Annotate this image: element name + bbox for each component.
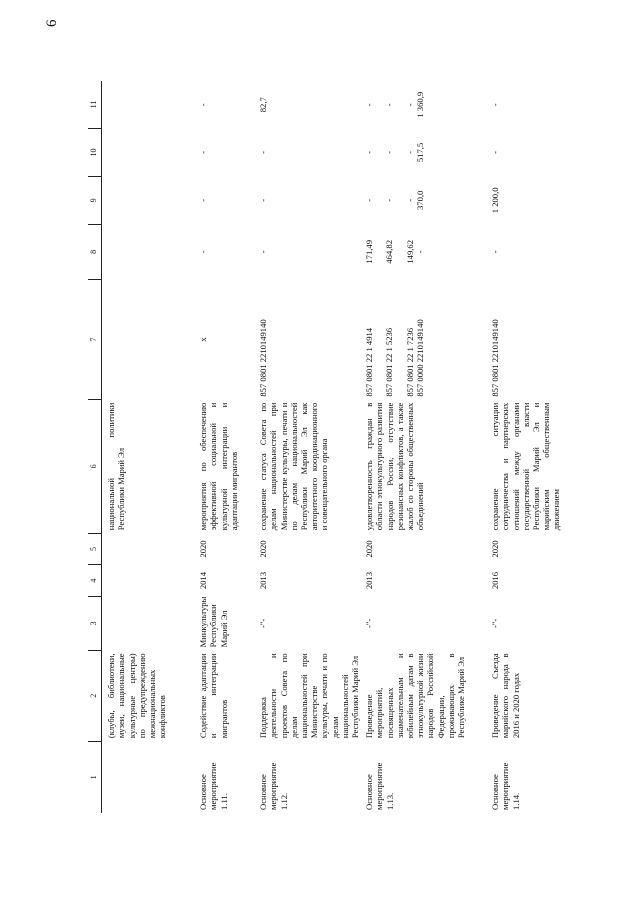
amount: - bbox=[404, 103, 415, 107]
cell-budget-code: x bbox=[198, 337, 209, 342]
cell-id: Основное мероприятие 1.13. bbox=[364, 762, 395, 810]
cell-col11: 82,7 bbox=[258, 97, 269, 113]
cell-executor: Минкультуры Республики Марий Эл bbox=[198, 596, 229, 648]
page-number: 6 bbox=[44, 19, 60, 27]
cell-col11: - bbox=[198, 103, 209, 107]
cell-name: Проведение мероприятий, посвященных знаменательным и юбилейным датам в этнокультурной жизни народов Российской Федерации, проживающих в Республике Марий Эл bbox=[364, 653, 467, 739]
cell-budget-codes bbox=[362, 279, 488, 399]
cell-end-year: 2020 bbox=[198, 540, 209, 558]
amount: - bbox=[404, 151, 415, 154]
cell-id bbox=[102, 741, 197, 813]
col-header-10: 10 bbox=[88, 128, 102, 176]
cell-empty bbox=[102, 596, 197, 650]
cell-start-year: 2013 bbox=[258, 571, 269, 590]
cell-empty bbox=[102, 533, 197, 565]
cell-id: Основное мероприятие 1.14. bbox=[490, 762, 521, 810]
amount: 464,82 bbox=[384, 240, 395, 264]
col-header-8: 8 bbox=[88, 224, 102, 279]
cell-name: Поддержка деятельности и проектов Совета по делам национальностей при Министерстве культуры, печати и по делам национальностей Республики Марий Эл bbox=[258, 653, 361, 739]
amount: 171,49 bbox=[364, 240, 375, 264]
cell-budget-code: 857 0801 2210149140 bbox=[258, 319, 269, 397]
amount: - bbox=[404, 198, 415, 202]
amount: - bbox=[384, 198, 395, 202]
budget-code: 857 0801 22 1 7236 bbox=[404, 327, 415, 397]
cell-result: сохранение ситуации сотрудничества и партнерских отношений между органами государственной власти Республики Марий Эл и марийским общественным движением bbox=[490, 402, 562, 531]
cell-executor: -"- bbox=[258, 618, 269, 629]
cell-empty bbox=[102, 224, 197, 279]
cell-col11 bbox=[362, 81, 488, 128]
cell-empty bbox=[102, 565, 197, 597]
cell-col8 bbox=[362, 224, 488, 279]
cell-start-year: 2013 bbox=[364, 571, 375, 590]
cell-id: Основное мероприятие 1.12. bbox=[258, 762, 289, 810]
cell-start-year: 2014 bbox=[198, 571, 209, 590]
table-row bbox=[488, 81, 572, 813]
cell-name: Проведение Съезда марийского народа в 2016 и 2020 годах bbox=[490, 653, 521, 739]
cell-empty bbox=[102, 279, 197, 399]
col-header-11: 11 bbox=[88, 81, 102, 128]
cell-col8: - bbox=[258, 250, 269, 254]
col-header-7: 7 bbox=[88, 279, 102, 399]
cell-id: Основное мероприятие 1.11. bbox=[198, 762, 229, 810]
cell-end-year: 2020 bbox=[258, 540, 269, 558]
cell-col8: - bbox=[490, 250, 501, 254]
budget-code: 857 0801 22 1 5236 bbox=[384, 327, 395, 397]
cell-empty bbox=[102, 176, 197, 224]
col-header-1: 1 bbox=[88, 741, 102, 813]
amount: - bbox=[364, 103, 375, 107]
col-header-5: 5 bbox=[88, 533, 102, 565]
col-header-9: 9 bbox=[88, 176, 102, 224]
cell-col10: - bbox=[490, 151, 501, 154]
amount: - bbox=[384, 103, 395, 107]
amount: - bbox=[364, 198, 375, 202]
cell-budget-code: 857 0801 2210149140 bbox=[490, 319, 501, 397]
amount: - bbox=[414, 250, 425, 254]
cell-name: Содействие адаптации и интеграции мигрантов bbox=[198, 653, 229, 739]
cell-executor: -"- bbox=[490, 618, 501, 629]
amount: 1 360,9 bbox=[414, 91, 425, 118]
cell-empty bbox=[102, 128, 197, 176]
cell-end-year: 2020 bbox=[490, 540, 501, 558]
cell-col10 bbox=[362, 128, 488, 176]
cell-empty bbox=[102, 81, 197, 128]
cell-start-year: 2016 bbox=[490, 571, 501, 590]
cell-col10: - bbox=[198, 151, 209, 154]
col-header-4: 4 bbox=[88, 565, 102, 597]
table-row bbox=[256, 81, 362, 813]
amount: 517,5 bbox=[414, 142, 425, 163]
table-row bbox=[196, 81, 256, 813]
cell-result: национальной политики Республики Марий Эл bbox=[106, 402, 127, 531]
table-row bbox=[362, 81, 488, 813]
cell-result: удовлетворенность граждан в области этнокультурного развития народов России, отсутствие резонансных конфликтов, а также жалоб со стороны общественных объединений bbox=[364, 402, 426, 531]
cell-col11: - bbox=[490, 103, 501, 107]
cell-col9: - bbox=[258, 198, 269, 202]
col-header-2: 2 bbox=[88, 650, 102, 741]
cell-name: (клубы, библиотеки, музеи, национальные культурные центры) по предупреждению межнациональных конфликтов bbox=[106, 653, 168, 739]
cell-col9: 1 200,0 bbox=[490, 187, 501, 214]
col-header-3: 3 bbox=[88, 596, 102, 650]
budget-code: 857 0801 22 1 4914 bbox=[364, 327, 375, 397]
amount: 370,0 bbox=[414, 190, 425, 211]
table-row-continuation bbox=[102, 81, 197, 813]
column-number-header bbox=[88, 81, 102, 813]
cell-col9: - bbox=[198, 198, 209, 202]
cell-col9 bbox=[362, 176, 488, 224]
amount: - bbox=[384, 151, 395, 154]
cell-executor: -"- bbox=[364, 618, 375, 629]
cell-result: мероприятия по обеспечению эффективной социальной и культурной интеграции и адаптации мигрантов bbox=[198, 402, 239, 531]
col-header-6: 6 bbox=[88, 400, 102, 534]
cell-end-year: 2020 bbox=[364, 540, 375, 558]
amount: 149,62 bbox=[404, 240, 415, 264]
cell-result: сохранение статуса Совета по делам национальностей при Министерстве культуры, печати и по делам национальностей Республики Марий Эл как авторитетного координационного и совещательного органа bbox=[258, 402, 330, 531]
program-table bbox=[88, 81, 572, 813]
cell-col10: - bbox=[258, 151, 269, 154]
amount: - bbox=[364, 151, 375, 154]
budget-code: 857 0000 2210149140 bbox=[414, 319, 425, 397]
cell-col8: - bbox=[198, 250, 209, 254]
